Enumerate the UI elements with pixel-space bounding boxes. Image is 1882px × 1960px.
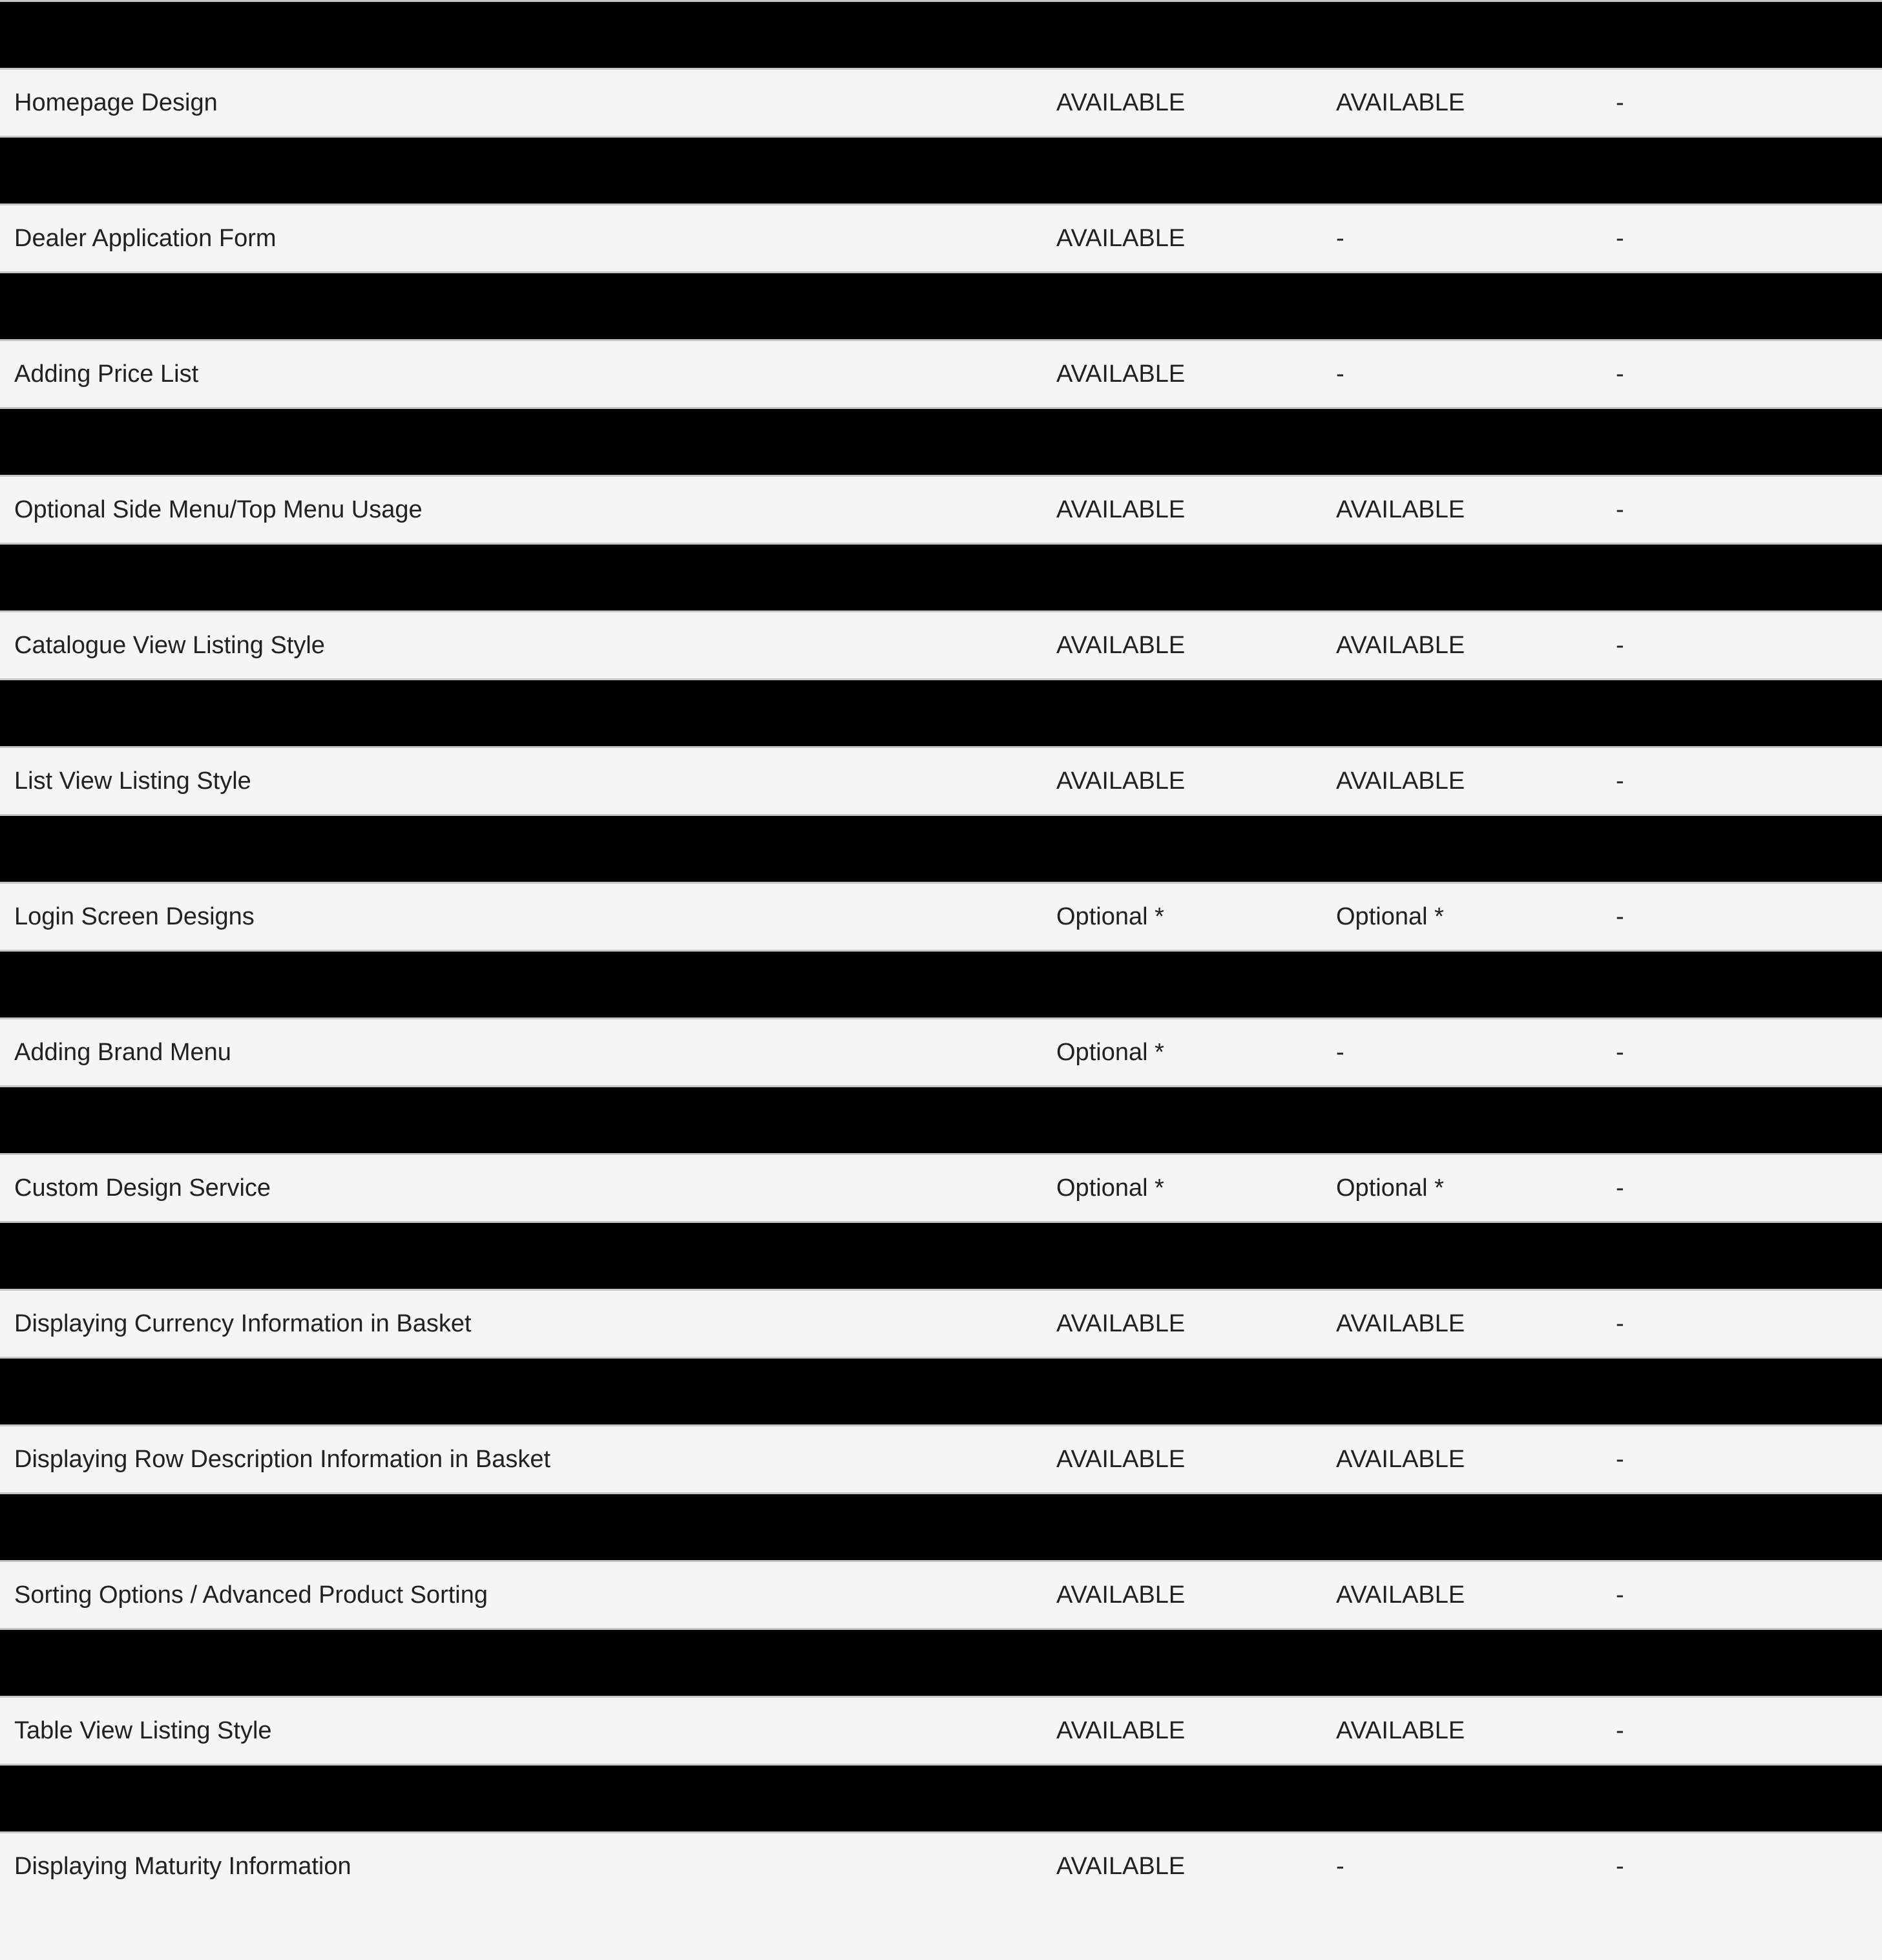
plan-value-3: - [1616,495,1624,523]
plan-value-1: AVAILABLE [1056,1445,1186,1473]
plan-value-2: Optional * [1336,902,1444,930]
feature-label: Displaying Maturity Information [14,1852,351,1880]
plan-value-3: - [1616,1716,1624,1744]
plan-value-2: AVAILABLE [1336,1445,1465,1473]
black-divider-bar [0,814,1882,882]
feature-label: Sorting Options / Advanced Product Sorting [14,1581,488,1609]
plan-value-1: Optional * [1056,1038,1164,1066]
feature-row [0,746,1882,814]
plan-value-2: AVAILABLE [1336,1716,1465,1744]
black-divider-bar [0,1628,1882,1696]
plan-value-2: - [1336,224,1344,252]
black-divider-bar [0,950,1882,1017]
feature-label: Table View Listing Style [14,1716,272,1744]
black-divider-bar [0,136,1882,203]
plan-value-3: - [1616,89,1624,116]
feature-label: Catalogue View Listing Style [14,631,325,659]
plan-value-3: - [1616,224,1624,252]
black-divider-bar [0,1357,1882,1424]
plan-value-2: AVAILABLE [1336,767,1465,795]
feature-label: Homepage Design [14,89,218,116]
plan-value-1: Optional * [1056,902,1164,930]
plan-value-3: - [1616,1581,1624,1609]
feature-row [0,610,1882,678]
plan-value-2: AVAILABLE [1336,1309,1465,1337]
feature-label: Dealer Application Form [14,224,277,252]
feature-row [0,1424,1882,1492]
plan-value-1: AVAILABLE [1056,1309,1186,1337]
plan-value-3: - [1616,1852,1624,1880]
black-divider-bar [0,1085,1882,1153]
feature-label: Adding Price List [14,360,199,388]
plan-value-3: - [1616,1038,1624,1066]
feature-row [0,1289,1882,1357]
plan-value-2: - [1336,360,1344,388]
black-divider-bar [0,407,1882,475]
plan-value-1: AVAILABLE [1056,631,1186,659]
plan-value-3: - [1616,902,1624,930]
plan-value-1: Optional * [1056,1174,1164,1202]
plan-value-1: AVAILABLE [1056,89,1186,116]
feature-row [0,1560,1882,1628]
plan-value-3: - [1616,360,1624,388]
plan-value-2: - [1336,1852,1344,1880]
plan-value-2: Optional * [1336,1174,1444,1202]
plan-value-3: - [1616,631,1624,659]
plan-value-1: AVAILABLE [1056,495,1186,523]
plan-value-1: AVAILABLE [1056,360,1186,388]
feature-row [0,1017,1882,1085]
black-divider-bar [0,1221,1882,1289]
feature-row [0,882,1882,950]
plan-value-2: AVAILABLE [1336,495,1465,523]
feature-label: Displaying Currency Information in Basket [14,1309,472,1337]
plan-value-1: AVAILABLE [1056,767,1186,795]
plan-value-1: AVAILABLE [1056,1716,1186,1744]
feature-row [0,339,1882,407]
feature-row [0,203,1882,271]
feature-label: List View Listing Style [14,767,251,795]
black-divider-bar [0,1764,1882,1831]
feature-row [0,68,1882,136]
black-divider-bar [0,678,1882,746]
feature-label: Displaying Row Description Information in Basket [14,1445,551,1473]
black-divider-bar [0,0,1882,68]
black-divider-bar [0,1492,1882,1560]
plan-value-1: AVAILABLE [1056,224,1186,252]
plan-value-3: - [1616,1174,1624,1202]
plan-value-1: AVAILABLE [1056,1581,1186,1609]
plan-value-2: AVAILABLE [1336,1581,1465,1609]
plan-value-2: - [1336,1038,1344,1066]
plan-value-3: - [1616,1445,1624,1473]
feature-row [0,1153,1882,1221]
feature-row [0,1696,1882,1764]
plan-value-2: AVAILABLE [1336,631,1465,659]
feature-row [0,475,1882,543]
plan-value-1: AVAILABLE [1056,1852,1186,1880]
black-divider-bar [0,543,1882,610]
feature-row [0,1831,1882,1899]
feature-label: Custom Design Service [14,1174,271,1202]
plan-value-2: AVAILABLE [1336,89,1465,116]
feature-label: Adding Brand Menu [14,1038,231,1066]
plan-value-3: - [1616,767,1624,795]
black-divider-bar [0,271,1882,339]
feature-label: Login Screen Designs [14,902,255,930]
plan-value-3: - [1616,1309,1624,1337]
feature-label: Optional Side Menu/Top Menu Usage [14,495,423,523]
